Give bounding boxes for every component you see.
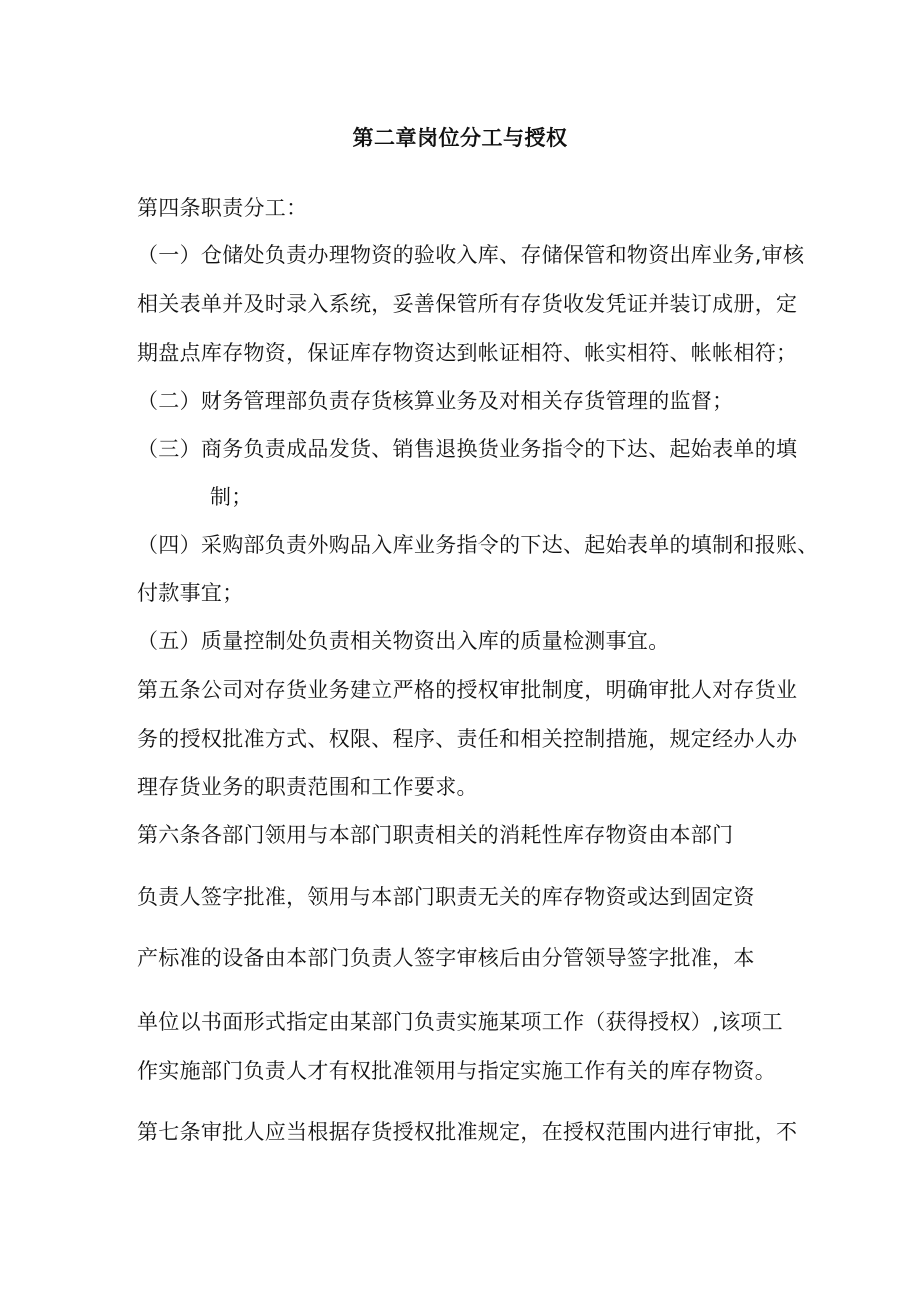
text-line-item-3-b: 制； bbox=[210, 485, 253, 509]
text-line-article-6-e: 作实施部门负责人才有权批准领用与指定实施工作有关的库存物资。 bbox=[137, 1059, 776, 1083]
text-line-article-6-c: 产标准的设备由本部门负责人签字审核后由分管领导签字批准，本 bbox=[137, 946, 755, 970]
text-line-item-4-a: （四）采购部负责外购品入库业务指令的下达、起始表单的填制和报账、 bbox=[137, 533, 819, 557]
text-line-item-4-b: 付款事宜； bbox=[137, 581, 244, 605]
text-line-article-7: 第七条审批人应当根据存货授权批准规定，在授权范围内进行审批，不 bbox=[137, 1120, 798, 1144]
text-line-article-6-a: 第六条各部门领用与本部门职责相关的消耗性库存物资由本部门 bbox=[137, 823, 734, 847]
text-line-item-1-c: 期盘点库存物资，保证库存物资达到帐证相符、帐实相符、帐帐相符； bbox=[137, 341, 798, 365]
text-line-item-2: （二）财务管理部负责存货核算业务及对相关存货管理的监督； bbox=[137, 389, 734, 413]
text-line-item-3-a: （三）商务负责成品发货、销售退换货业务指令的下达、起始表单的填 bbox=[137, 437, 798, 461]
text-line-article-5-a: 第五条公司对存货业务建立严格的授权审批制度，明确审批人对存货业 bbox=[137, 678, 798, 702]
text-line-item-5: （五）质量控制处负责相关物资出入库的质量检测事宜。 bbox=[137, 629, 670, 653]
text-line-article-4: 第四条职责分工： bbox=[137, 196, 308, 220]
chapter-title: 第二章岗位分工与授权 bbox=[352, 126, 568, 150]
text-line-article-5-c: 理存货业务的职责范围和工作要求。 bbox=[137, 775, 478, 799]
text-line-article-5-b: 务的授权批准方式、权限、程序、责任和相关控制措施，规定经办人办 bbox=[137, 727, 798, 751]
text-line-item-1-a: （一）仓储处负责办理物资的验收入库、存储保管和物资出库业务,审核 bbox=[137, 243, 805, 267]
text-line-item-1-b: 相关表单并及时录入系统，妥善保管所有存货收发凭证并装订成册，定 bbox=[137, 292, 798, 316]
text-line-article-6-d: 单位以书面形式指定由某部门负责实施某项工作（获得授权）,该项工 bbox=[137, 1010, 783, 1034]
text-line-article-6-b: 负责人签字批准，领用与本部门职责无关的库存物资或达到固定资 bbox=[137, 885, 755, 909]
